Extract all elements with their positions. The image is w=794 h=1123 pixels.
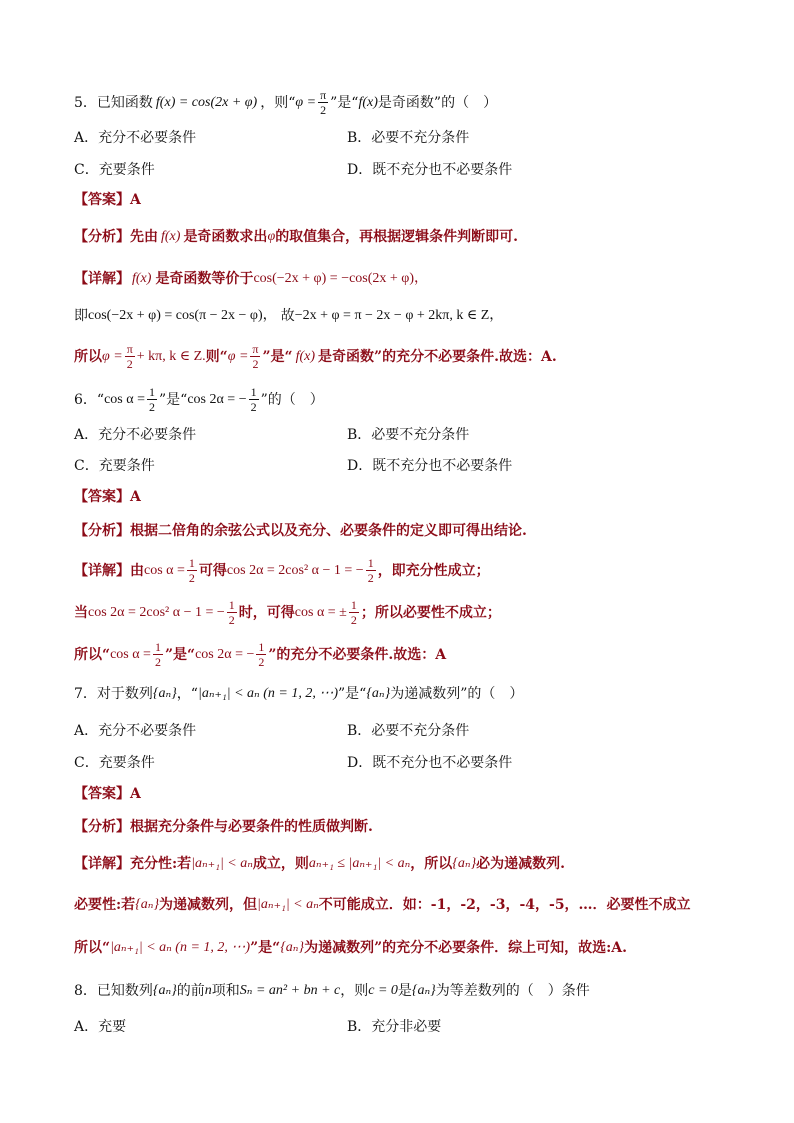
q6-option-a: A．充分不必要条件: [74, 427, 197, 443]
q5-detail-line-2: 即 cos(−2x + φ) = cos(π − 2x − φ)， 故 −2x + φ = π − 2x − φ + 2kπ, k ∈ Z，: [74, 308, 504, 324]
q5-option-c: C．充要条件: [74, 162, 155, 178]
q7-option-b: B．必要不充分条件: [347, 723, 470, 739]
q6-option-d: D．既不充分也不必要条件: [347, 458, 513, 474]
q7-conclusion: 所以“ |aₙ₊₁| < aₙ (n = 1, 2, ⋯) ”是“ {aₙ} 为递减数列”的充分不必要条件．综上可知，故选:A.: [74, 940, 628, 956]
q5-analysis: 【分析】 先由 f(x) 是奇函数求出 φ 的取值集合，再根据逻辑条件判断即可.: [74, 229, 519, 245]
q7-detail-line-1: 【详解】 充分性:若 |aₙ₊₁| < aₙ 成立，则 aₙ₊₁ ≤ |aₙ₊₁| < aₙ ，所以 {aₙ} 必为递减数列.: [74, 856, 566, 872]
q5-answer-value: A: [130, 192, 141, 208]
q5-conclusion: 所以 φ = $\frac{\pi}{2}$ + kπ, k ∈ Z. 则“ φ = $\frac{\pi}{2}$ ”是“ f(x) 是奇函数”的充分不必要条件.故选：A.: [74, 342, 557, 371]
q7-option-a: A．充分不必要条件: [74, 723, 197, 739]
q8-stem: 8．已知数列 {aₙ} 的前 n 项和 Sₙ = an² + bn + c ，则 c = 0 是 {aₙ} 为等差数列的（ ）条件: [74, 983, 590, 999]
q5-stem-fraction: $\frac{\pi}{2}$: [320, 88, 327, 117]
q7-detail-line-2: 必要性:若 {aₙ} 为递减数列，但 |aₙ₊₁| < aₙ 不可能成立．如：-1，-2，-3，-4，-5，…．必要性不成立: [74, 897, 691, 913]
q7-option-c: C．充要条件: [74, 755, 155, 771]
q6-conclusion: 所以“ cos α = $\frac{1}{2}$ ”是“ cos 2α = − $\frac{1}{2}$ ”的充分不必要条件.故选：A: [74, 640, 447, 669]
q5-stem-fx: f(x): [358, 94, 378, 110]
q5-option-a: A．充分不必要条件: [74, 130, 197, 146]
q6-stem: 6．“ cos α = $\frac{1}{2}$ ”是“ cos 2α = − $\frac{1}{2}$ ”的（ ）: [74, 385, 324, 414]
q7-option-d: D．既不充分也不必要条件: [347, 755, 513, 771]
q8-option-a: A．充要: [74, 1019, 127, 1035]
q6-answer-value: A: [130, 489, 141, 505]
q7-analysis: 【分析】 根据充分条件与必要条件的性质做判断.: [74, 819, 373, 835]
q6-analysis: 【分析】 根据二倍角的余弦公式以及充分、必要条件的定义即可得出结论.: [74, 523, 527, 539]
q5-option-d: D．既不充分也不必要条件: [347, 162, 513, 178]
q5-stem-text: ，则“: [260, 94, 296, 111]
q7-stem: 7．对于数列 {aₙ} ，“ |aₙ₊₁| < aₙ (n = 1, 2, ⋯) ”是“ {aₙ} 为递减数列”的（ ）: [74, 686, 524, 702]
q5-stem: [74, 89, 734, 116]
q5-stem-phi: φ =: [295, 94, 317, 110]
q5-detail-line-1: 【详解】 f(x) 是奇函数等价于 cos(−2x + φ) = −cos(2x + φ)，: [74, 271, 429, 287]
q6-detail-line-1: 【详解】 由 cos α = $\frac{1}{2}$ 可得 cos 2α = 2cos² α − 1 = − $\frac{1}{2}$ ，即充分性成立；: [74, 556, 490, 585]
q5-stem-function: f(x) = cos(2x + φ): [155, 94, 258, 110]
q5-answer: 【答案】 A: [74, 189, 734, 211]
q5-stem-text: ”是“: [330, 94, 359, 111]
q5-option-b: B．必要不充分条件: [347, 130, 470, 146]
q6-option-c: C．充要条件: [74, 458, 155, 474]
q6-detail-line-2: 当 cos 2α = 2cos² α − 1 = − $\frac{1}{2}$ 时，可得 cos α = ± $\frac{1}{2}$ ；所以必要性不成立；: [74, 598, 501, 627]
q7-answer-value: A: [130, 786, 141, 802]
q5-stem-text: 是奇函数”的（ ）: [377, 94, 498, 111]
q8-option-b: B．充分非必要: [347, 1019, 442, 1035]
q7-answer: 【答案】 A: [74, 783, 734, 805]
q6-answer: 【答案】 A: [74, 486, 734, 508]
q6-option-b: B．必要不充分条件: [347, 427, 470, 443]
q5-stem-text: 5．已知函数: [74, 94, 153, 111]
